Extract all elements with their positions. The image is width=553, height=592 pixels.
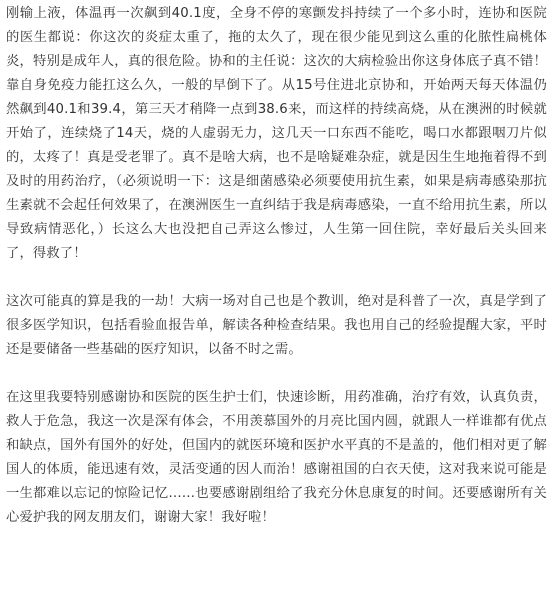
paragraph-spacer xyxy=(6,266,547,290)
paragraph-spacer xyxy=(6,362,547,386)
paragraph-thanks: 在这里我要特别感谢协和医院的医生护士们，快速诊断，用药准确，治疗有效，认真负责，救人于危急，我这一次是深有体会，不用羡慕国外的月亮比国内圆，就跟人一样谁都有优点和缺点，国外有国外的好处，但国内的就医环境和医护水平真的不是盖的，他们相对更了解国人的体质，能迅速有效，灵活变通的因人而治！感谢祖国的白衣天使，这对我来说可能是一生都难以忘记的惊险记忆……也要感谢剧组给了我充分休息康复的时间。还要感谢所有关心爱护我的网友朋友们，谢谢大家！我好啦！ xyxy=(6,390,547,525)
paragraph-lesson-learned: 这次可能真的算是我的一劫！大病一场对自己也是个教训，绝对是科普了一次，真是学到了很多医学知识，包括看验血报告单，解读各种检查结果。我也用自己的经验提醒大家，平时还是要储备一些基础的医疗知识，以备不时之需。 xyxy=(6,294,547,357)
paragraph-illness-account: 刚输上液，体温再一次飙到40.1度，全身不停的寒颤发抖持续了一个多小时，连协和医院的医生都说：你这次的炎症太重了，拖的太久了，现在很少能见到这么重的化脓性扁桃体炎，特别是成年人，真的很危险。协和的主任说：这次的大病检验出你这身体底子真不错！靠自身免疫力能扛这么久，一般的早倒下了。从15号住进北京协和，开始两天每天体温仍然飙到40.1和39.4，第三天才稍降一点到38.6来，而这样的持续高烧，从在澳洲的时候就开始了，连续烧了14天，烧的人虚弱无力，这几天一口东西不能吃，喝口水都跟咽刀片似的，太疼了！真是受老罪了。真不是啥大病，也不是啥疑难杂症，就是因生生地拖着得不到及时的用药治疗，（必须说明一下：这是细菌感染必须要使用抗生素，如果是病毒感染那抗生素就不会起任何效果了，在澳洲医生一直纠结于我是病毒感染，一直不给用抗生素，所以导致病情恶化，）长这么大也没把自己弄这么惨过，人生第一回住院，幸好最后关头回来了，得救了！ xyxy=(6,6,547,261)
